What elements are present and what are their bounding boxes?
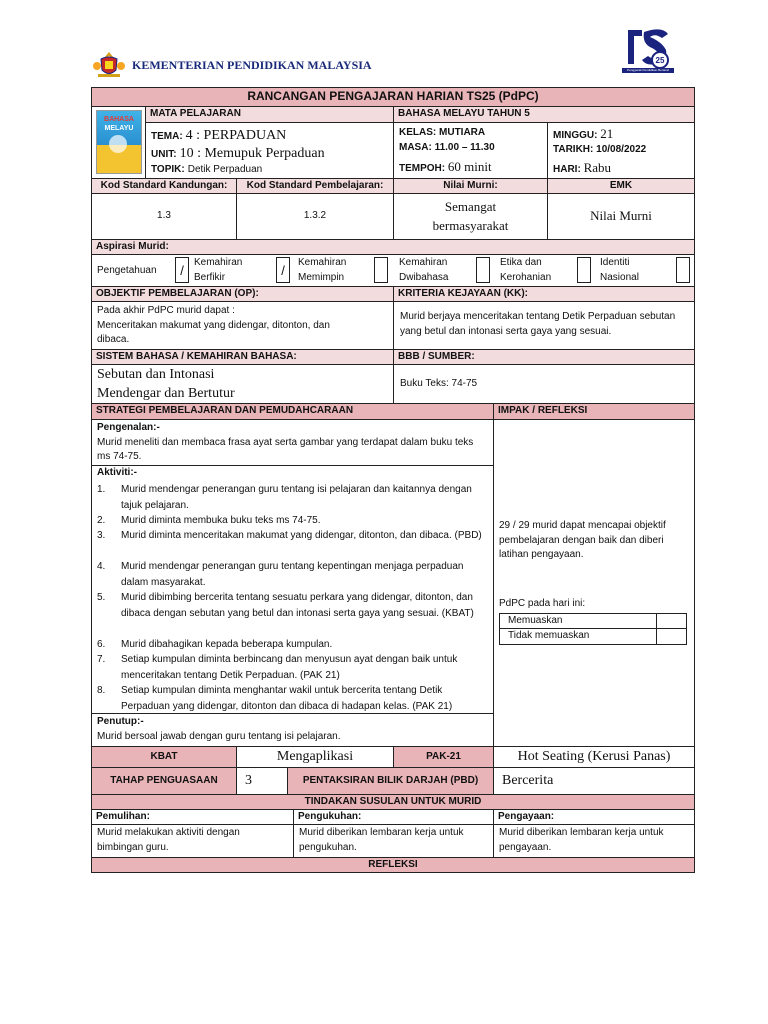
tahap-penguasaan-label: TAHAP PENGUASAAN [91, 767, 237, 795]
tema-value: 4 : PERPADUAN [185, 128, 287, 143]
kod-standard-kandungan-header: Kod Standard Kandungan: [91, 178, 237, 194]
unit-value: 10 : Memupuk Perpaduan [179, 146, 325, 161]
pbd-value: Bercerita [493, 767, 695, 795]
tempoh-value: 60 minit [447, 159, 492, 174]
nilai-murni-value: Semangat bermasyarakat [393, 193, 548, 240]
minggu-tarikh-hari-cell [547, 122, 695, 179]
topik-label: TOPIK: [151, 164, 185, 175]
objektif-cell [91, 301, 394, 350]
refleksi-label: REFLEKSI [91, 857, 695, 873]
objektif-label: OBJEKTIF PEMBELAJARAN (OP): [91, 286, 394, 302]
pemulihan-text: Murid melakukan aktiviti dengan bimbingan guru. [91, 824, 294, 858]
kelas-value: MUTIARA [439, 127, 486, 138]
pengukuhan-label: Pengukuhan: [293, 809, 494, 825]
unit-label: UNIT: [151, 149, 177, 160]
tindakan-susulan-label: TINDAKAN SUSULAN UNTUK MURID [91, 794, 695, 810]
hari-value: Rabu [583, 160, 612, 175]
ts25-logo-caption: Penggerak Pendidikan Bertaraf [622, 68, 674, 73]
hari-label: HARI: [553, 164, 581, 175]
kelas-masa-tempoh-cell [393, 122, 548, 179]
tema-label: TEMA: [151, 131, 183, 142]
topik-value: Detik Perpaduan [187, 164, 263, 175]
aktiviti-label: Aktiviti:- [97, 467, 137, 478]
sistem-bahasa-line1: Sebutan dan Intonasi [97, 367, 215, 382]
ministry-name: KEMENTERIAN PENDIDIKAN MALAYSIA [132, 58, 372, 72]
aspirasi-identiti-nasional: Identiti Nasional [600, 257, 639, 283]
pengenalan-cell [91, 419, 494, 466]
aspirasi-kemahiran-memimpin: Kemahiran Memimpin [298, 257, 347, 283]
kriteria-text: Murid berjaya menceritakan tentang Detik Perpaduan sebutan yang betul dan intonasi serta gaya yang sesuai. [400, 311, 676, 337]
tarikh-value: 10/08/2022 [596, 144, 647, 155]
kod-standard-kandungan-value: 1.3 [91, 193, 237, 240]
minggu-value: 21 [600, 126, 614, 141]
kod-standard-pembelajaran-value: 1.3.2 [236, 193, 394, 240]
pengenalan-label: Pengenalan:- [97, 422, 160, 433]
pdpc-option-tidak-memuaskan[interactable]: Tidak memuaskan [499, 628, 657, 645]
aspirasi-etika-kerohanian-checkbox[interactable] [577, 257, 591, 283]
nilai-murni-header: Nilai Murni: [393, 178, 548, 194]
penutup-cell [91, 713, 494, 747]
tahap-penguasaan-value: 3 [236, 767, 288, 795]
masa-label: MASA: [399, 142, 432, 153]
crest-logo [92, 50, 126, 80]
minggu-label: MINGGU: [553, 130, 598, 141]
pbd-label: PENTAKSIRAN BILIK DARJAH (PBD) [287, 767, 494, 795]
subject-name: BAHASA MELAYU TAHUN 5 [393, 106, 695, 123]
svg-text:25: 25 [655, 56, 665, 65]
pdpc-option-tidak-memuaskan-checkbox[interactable] [656, 628, 687, 645]
aspirasi-kemahiran-berfikir: Kemahiran Berfikir [194, 257, 243, 283]
pak21-value: Hot Seating (Kerusi Panas) [493, 746, 695, 768]
aspirasi-identiti-nasional-checkbox[interactable] [676, 257, 690, 283]
mata-pelajaran-label: MATA PELAJARAN [145, 106, 394, 123]
pemulihan-label: Pemulihan: [91, 809, 294, 825]
sistem-bahasa-line2: Mendengar dan Bertutur [97, 386, 235, 401]
tarikh-label: TARIKH: [553, 144, 594, 155]
aspirasi-kemahiran-dwibahasa: Kemahiran Dwibahasa [399, 257, 449, 283]
kriteria-label: KRITERIA KEJAYAAN (KK): [393, 286, 695, 302]
penutup-text: Murid bersoal jawab dengan guru tentang isi pelajaran. [97, 730, 341, 742]
ts25-logo [622, 24, 674, 76]
impak-text: 29 / 29 murid dapat mencapai objektif pembelajaran dengan baik dan diberi latihan pengayaan. [499, 520, 666, 560]
pak21-label: PAK-21 [393, 746, 494, 768]
kbat-value: Mengaplikasi [236, 746, 394, 768]
masa-value: 11.00 – 11.30 [434, 142, 495, 153]
aspirasi-kemahiran-berfikir-checkbox[interactable]: / [276, 257, 290, 283]
aspirasi-kemahiran-memimpin-checkbox[interactable] [374, 257, 388, 283]
emk-header: EMK [547, 178, 695, 194]
tempoh-label: TEMPOH: [399, 163, 446, 174]
aspirasi-kemahiran-dwibahasa-checkbox[interactable] [476, 257, 490, 283]
penutup-label: Penutup:- [97, 716, 144, 727]
aspirasi-pengetahuan: Pengetahuan [97, 265, 157, 276]
kelas-label: KELAS: [399, 127, 437, 138]
pdpc-option-memuaskan[interactable]: Memuaskan [499, 613, 657, 629]
pengayaan-label: Pengayaan: [493, 809, 695, 825]
kbat-label: KBAT [91, 746, 237, 768]
aspirasi-pengetahuan-checkbox[interactable]: / [175, 257, 189, 283]
pengayaan-text: Murid diberikan lembaran kerja untuk pengayaan. [493, 824, 695, 858]
kriteria-cell [393, 301, 695, 350]
objektif-intro: Pada akhir PdPC murid dapat : [97, 305, 235, 316]
pengukuhan-text: Murid diberikan lembaran kerja untuk pengukuhan. [293, 824, 494, 858]
aspirasi-etika-kerohanian: Etika dan Kerohanian [500, 257, 552, 283]
strategi-label: STRATEGI PEMBELAJARAN DAN PEMUDAHCARAAN [91, 403, 494, 420]
book-cover-cell [91, 106, 146, 179]
aspirasi-label: Aspirasi Murid: [91, 239, 695, 255]
kod-standard-pembelajaran-header: Kod Standard Pembelajaran: [236, 178, 394, 194]
bbb-label: BBB / SUMBER: [393, 349, 695, 365]
pdpc-option-memuaskan-checkbox[interactable] [656, 613, 687, 629]
pengenalan-text: Murid meneliti dan membaca frasa ayat serta gambar yang terdapat dalam buku teks ms 74-75. [97, 436, 474, 462]
pdpc-label: PdPC pada hari ini: [499, 598, 586, 609]
document-title: RANCANGAN PENGAJARAN HARIAN TS25 (PdPC) [91, 87, 695, 107]
objektif-text: Menceritakan makumat yang didengar, ditonton, dan dibaca. [97, 319, 330, 345]
book-cover-image: BAHASA MELAYU [96, 110, 142, 174]
emk-value: Nilai Murni [547, 193, 695, 240]
tema-unit-topik-cell [145, 122, 394, 179]
impak-cell [493, 419, 695, 747]
bbb-cell [393, 364, 695, 404]
bbb-text: Buku Teks: 74-75 [400, 377, 478, 389]
sistem-bahasa-cell [91, 364, 394, 404]
sistem-bahasa-label: SISTEM BAHASA / KEMAHIRAN BAHASA: [91, 349, 394, 365]
impak-label: IMPAK / REFLEKSI [493, 403, 695, 420]
